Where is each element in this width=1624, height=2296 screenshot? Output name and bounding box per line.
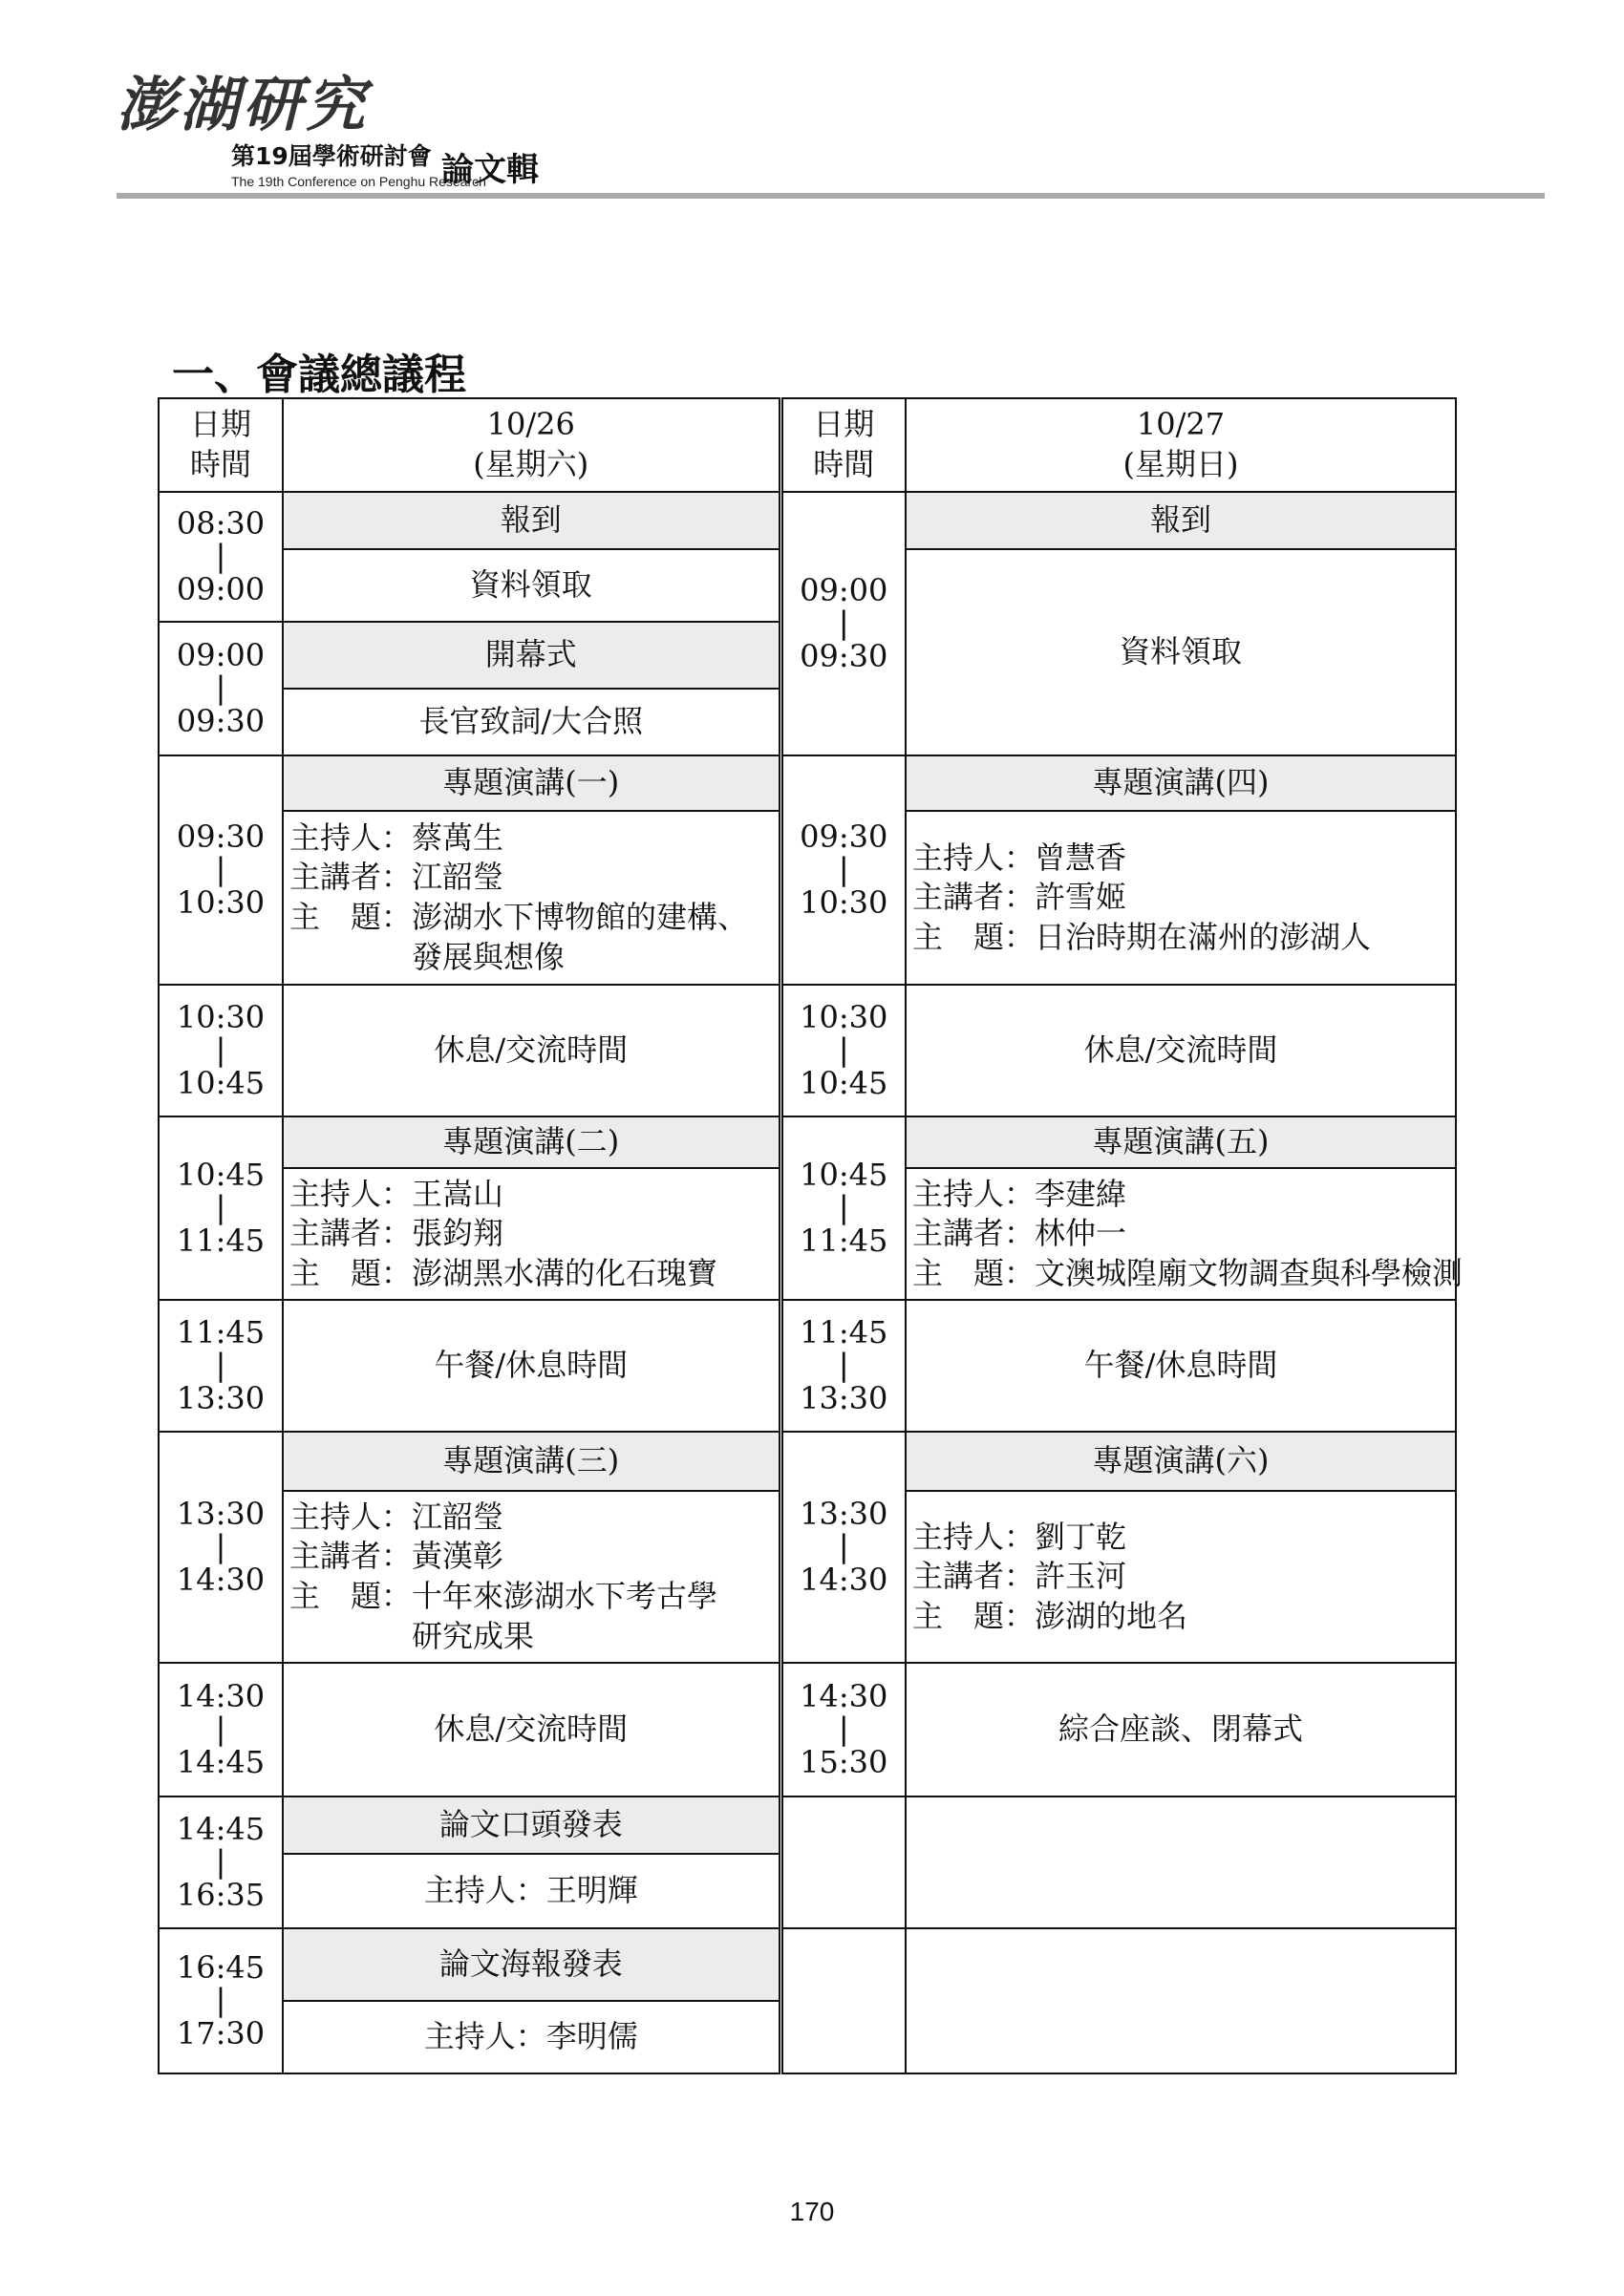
checkin-cell: 報到 (906, 492, 1456, 549)
time-slot: 09:00 | 09:30 (159, 622, 283, 755)
time-slot: 14:45 | 16:35 (159, 1796, 283, 1928)
lecture-title: 專題演講(四) (906, 755, 1456, 811)
date-time-label: 日期 時間 (780, 398, 906, 492)
empty-cell (906, 1796, 1456, 1928)
empty-cell (906, 1928, 1456, 2073)
lecture-detail: 主持人：劉丁乾 主講者：許玉河 主 題：澎湖的地名 (906, 1491, 1456, 1663)
empty-cell (780, 1928, 906, 2073)
table-header-row (159, 398, 1456, 492)
time-slot: 14:30 | 14:45 (159, 1663, 283, 1796)
logo-subtitle: 第19屆學術研討會 (231, 142, 432, 170)
closing-cell: 綜合座談、閉幕式 (906, 1663, 1456, 1796)
time-slot: 13:30 | 14:30 (159, 1432, 283, 1663)
header-rule (117, 193, 1545, 199)
poster-host-cell: 主持人：李明儒 (283, 2001, 780, 2073)
lecture-detail: 主持人：曾慧香 主講者：許雪姬 主 題：日治時期在滿州的澎湖人 (906, 811, 1456, 985)
logo-proceedings: 論文輯 (441, 151, 539, 189)
lecture-detail: 主持人：江韶瑩 主講者：黃漢彰 主 題：十年來澎湖水下考古學 研究成果 (283, 1491, 780, 1663)
poster-presentation-cell: 論文海報發表 (283, 1928, 780, 2001)
speech-cell: 長官致詞/大合照 (283, 689, 780, 755)
time-slot: 09:00 | 09:30 (780, 492, 906, 755)
time-slot: 10:45 | 11:45 (780, 1116, 906, 1300)
break-cell: 休息/交流時間 (283, 1663, 780, 1796)
lunch-cell: 午餐/休息時間 (283, 1300, 780, 1432)
logo-english: The 19th Conference on Penghu Research (231, 174, 486, 189)
lecture-title: 專題演講(二) (283, 1116, 780, 1168)
lecture-title: 專題演講(一) (283, 755, 780, 811)
lecture-title: 專題演講(三) (283, 1432, 780, 1491)
date-time-label: 日期 時間 (159, 398, 283, 492)
lecture-detail: 主持人：李建緯 主講者：林仲一 主 題：文澳城隍廟文物調查與科學檢測 (906, 1168, 1456, 1300)
materials-cell: 資料領取 (906, 549, 1456, 755)
time-slot: 09:30 | 10:30 (159, 755, 283, 985)
checkin-cell: 報到 (283, 492, 780, 549)
time-slot: 16:45 | 17:30 (159, 1928, 283, 2073)
page-number: 170 (789, 2197, 835, 2226)
time-slot: 10:30 | 10:45 (159, 985, 283, 1116)
day1-header: 10/26 (星期六) (283, 398, 780, 492)
break-cell: 休息/交流時間 (906, 985, 1456, 1116)
lunch-cell: 午餐/休息時間 (906, 1300, 1456, 1432)
time-slot: 08:30 | 09:00 (159, 492, 283, 622)
time-slot: 13:30 | 14:30 (780, 1432, 906, 1663)
lecture-title: 專題演講(五) (906, 1116, 1456, 1168)
break-cell: 休息/交流時間 (283, 985, 780, 1116)
time-slot: 10:45 | 11:45 (159, 1116, 283, 1300)
time-slot: 11:45 | 13:30 (780, 1300, 906, 1432)
materials-cell: 資料領取 (283, 549, 780, 622)
time-slot: 10:30 | 10:45 (780, 985, 906, 1116)
oral-presentation-cell: 論文口頭發表 (283, 1796, 780, 1854)
empty-cell (780, 1796, 906, 1928)
time-slot: 09:30 | 10:30 (780, 755, 906, 985)
day2-header: 10/27 (星期日) (906, 398, 1456, 492)
agenda-table (158, 397, 1464, 2074)
time-slot: 14:30 | 15:30 (780, 1663, 906, 1796)
section-title: 一、會議總議程 (172, 351, 466, 399)
lecture-detail: 主持人：王嵩山 主講者：張鈞翔 主 題：澎湖黑水溝的化石瑰寶 (283, 1168, 780, 1300)
opening-cell: 開幕式 (283, 622, 780, 689)
lecture-detail: 主持人：蔡萬生 主講者：江韶瑩 主 題：澎湖水下博物館的建構、 發展與想像 (283, 811, 780, 985)
lecture-title: 專題演講(六) (906, 1432, 1456, 1491)
time-slot: 11:45 | 13:30 (159, 1300, 283, 1432)
logo-title: 澎湖研究 (117, 70, 370, 139)
oral-host-cell: 主持人：王明輝 (283, 1854, 780, 1928)
